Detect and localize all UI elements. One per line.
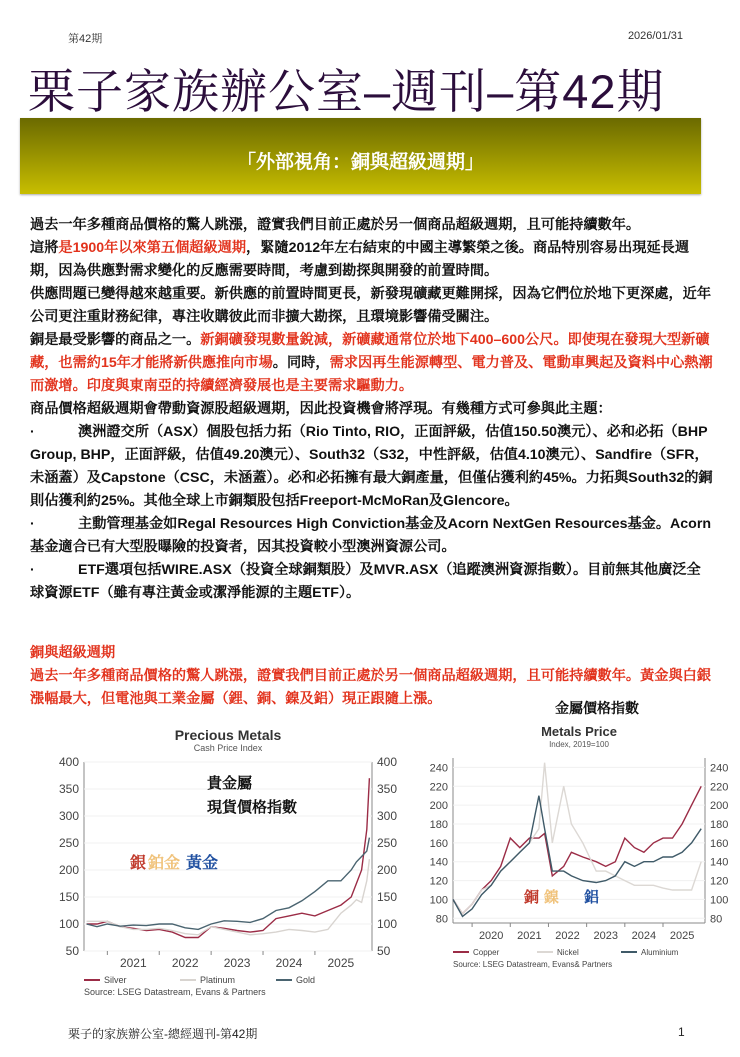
issue-label: 第42期 [68,33,103,45]
x-tick-label: 2020 [478,930,504,942]
chart-annotation: 現貨價格指數 [207,799,298,816]
y-tick-label-right: 400 [377,755,398,769]
highlight-text: 是1900年以來第五個超級週期 [58,240,247,256]
overlay-label: 鉑金 [148,855,181,872]
overlay-label: 銅 [524,889,540,906]
chart-source: Source: LSEG Datastream, Evans & Partners [84,987,266,997]
x-tick-label: 2025 [669,930,695,942]
series-line-gold [87,838,370,930]
x-tick-label: 2021 [517,930,542,942]
y-tick-label-left: 180 [429,819,448,831]
y-tick-label-right: 200 [377,863,398,877]
body-text: 商品價格超級週期會帶動資源股超級週期，因此投資機會將浮現。有幾種方式可參與此主題： [30,401,612,417]
paragraph [30,398,714,421]
y-tick-label-right: 240 [710,762,729,775]
y-tick-label-left: 220 [429,781,448,794]
y-tick-label-right: 80 [710,913,723,926]
overlay-label: 銀 [130,855,147,872]
chart-source: Source: LSEG Datastream, Evans& Partners [453,960,613,969]
y-tick-label-left: 350 [58,782,79,796]
chart-annotation: 貴金屬 [207,775,253,792]
y-tick-label-left: 100 [429,894,448,907]
legend-label: Gold [296,975,316,985]
x-tick-label: 2023 [223,956,251,970]
metals-price-chart [422,722,737,977]
body-text: 這將 [30,240,59,256]
bullet-text: ETF選項包括WIRE.ASX（投資全球銅類股）及MVR.ASX（追蹤澳洲資源指數）。目前無其他廣泛全球資源ETF（雖有專注黃金或潔淨能源的主題ETF）。 [30,562,701,601]
chart-subtitle: Cash Price Index [193,743,263,753]
footer-title: 栗子的家族辦公室-總經週刊-第42期 [68,1027,258,1041]
body-text: ，緊隨2012年左右結束的中國主導繁榮之後。商品特別容易出現延長週期，因為供應對需求變化的反應需要時間，考慮到勘探與開發的前置時間。 [30,240,690,279]
y-tick-label-right: 140 [710,856,729,869]
y-tick-label-right: 200 [710,800,729,813]
legend-label: Silver [104,975,127,985]
x-tick-label: 2022 [555,930,580,942]
highlight-text: 需求因再生能源轉型、電力普及、電動車興起及資料中心熱潮而激增。印度與東南亞的持續經濟發展也是主要需求驅動力。 [30,355,713,394]
paragraph [30,214,714,237]
y-tick-label-left: 400 [58,755,79,769]
y-tick-label-left: 200 [58,863,79,877]
overlay-label: 黃金 [186,855,219,872]
bullet-item [30,513,714,559]
paragraph [30,283,714,329]
chart-title: Metals Price [541,724,617,739]
overlay-label: 鎳 [544,889,560,906]
x-tick-label: 2021 [119,956,147,970]
x-tick-label: 2025 [327,956,355,970]
section-heading: 銅與超級週期 [30,645,116,661]
highlight-text: 新銅礦發現數量銳減，新礦藏通常位於地下400–600公尺。即使現在發現大型新礦藏，也需約15年才能將新供應推向市場 [30,332,710,371]
y-tick-label-left: 200 [429,800,448,813]
series-line-aluminium [453,796,701,917]
legend-label: Aluminium [641,948,679,957]
bullet-dot: · [30,516,35,532]
bullet-text: 主動管理基金如Regal Resources High Conviction基金及Acorn NextGen Resources基金。Acorn基金適合已有大型股曝險的投資者，因其投資較小型澳洲資源公司。 [30,516,712,555]
topic-banner [20,118,701,194]
y-tick-label-left: 100 [58,917,79,931]
chart-title: Precious Metals [174,727,282,743]
bullet-text: 澳洲證交所（ASX）個股包括力拓（Rio Tinto, RIO，正面評級，估值150.50澳元）、必和必拓（BHP Group, BHP，正面評級，估值49.20澳元）、South32（S32，中性評級，估值4.10澳元）、Sandfire（SFR，未涵蓋）及Capstone（CSC，未涵蓋）。必和必拓擁有最大銅產量，但僅佔獲利約45%。力拓與South32的銅則佔獲利約25%。其他全球上市銅類股包括Freeport-McMoRan及Glencore。 [30,424,713,509]
y-tick-label-right: 350 [377,782,398,796]
y-tick-label-left: 50 [65,944,79,958]
y-tick-label-right: 220 [710,781,729,794]
y-tick-label-right: 100 [710,894,729,907]
banner-title: 「外部視角：銅與超級週期」 [236,152,484,173]
y-tick-label-left: 240 [429,762,448,775]
x-tick-label: 2023 [593,930,618,942]
y-tick-label-left: 160 [429,837,448,850]
body-text: 供應問題已變得越來越重要。新供應的前置時間更長，新發現礦藏更難開採，因為它們位於地下更深處，近年公司更注重財務紀律，專注收購彼此而非擴大勘探，且環境影響備受關注。 [30,286,712,325]
y-tick-label-right: 150 [377,890,398,904]
x-tick-label: 2022 [171,956,199,970]
legend-label: Copper [473,948,500,957]
bullet-dot: · [30,562,35,578]
y-tick-label-right: 300 [377,809,398,823]
y-tick-label-right: 50 [377,944,391,958]
y-tick-label-right: 100 [377,917,398,931]
chart-subtitle: Index, 2019=100 [549,740,609,749]
y-tick-label-left: 80 [435,913,448,926]
body-text: 銅是最受影響的商品之一。 [30,332,201,348]
paragraph [30,329,714,398]
x-tick-label: 2024 [631,930,657,942]
x-tick-label: 2024 [275,956,303,970]
bullet-dot: · [30,424,35,440]
y-tick-label-left: 150 [58,890,79,904]
y-tick-label-right: 180 [710,819,729,831]
legend-label: Nickel [557,948,579,957]
page-title: 栗子家族辦公室–週刊–第42期 [28,65,665,118]
y-tick-label-left: 140 [429,856,448,869]
y-tick-label-left: 300 [58,809,79,823]
page-number: 1 [678,1025,685,1039]
metals-chart-caption: 金屬價格指數 [555,700,639,716]
y-tick-label-right: 160 [710,837,729,850]
bullet-item [30,421,714,513]
y-tick-label-right: 250 [377,836,398,850]
body-text: 過去一年多種商品價格的驚人跳漲，證實我們目前正處於另一個商品超級週期，且可能持續數年。 [30,217,641,233]
paragraph [30,237,714,283]
issue-date: 2026/01/31 [627,30,683,42]
legend-label: Platinum [200,975,236,985]
y-tick-label-left: 250 [58,836,79,850]
section-text: 過去一年多種商品價格的驚人跳漲，證實我們目前正處於另一個商品超級週期，且可能持續數年。黃金與白銀漲幅最大，但電池與工業金屬（鋰、銅、鎳及鋁）現正跟隨上漲。 [30,668,712,707]
overlay-label: 鋁 [584,889,600,906]
body-text: 。同時， [272,355,330,371]
article-body [30,214,714,605]
y-tick-label-right: 120 [710,875,729,888]
y-tick-label-left: 120 [429,875,448,888]
bullet-item [30,559,714,605]
precious-metals-chart [50,722,420,1004]
